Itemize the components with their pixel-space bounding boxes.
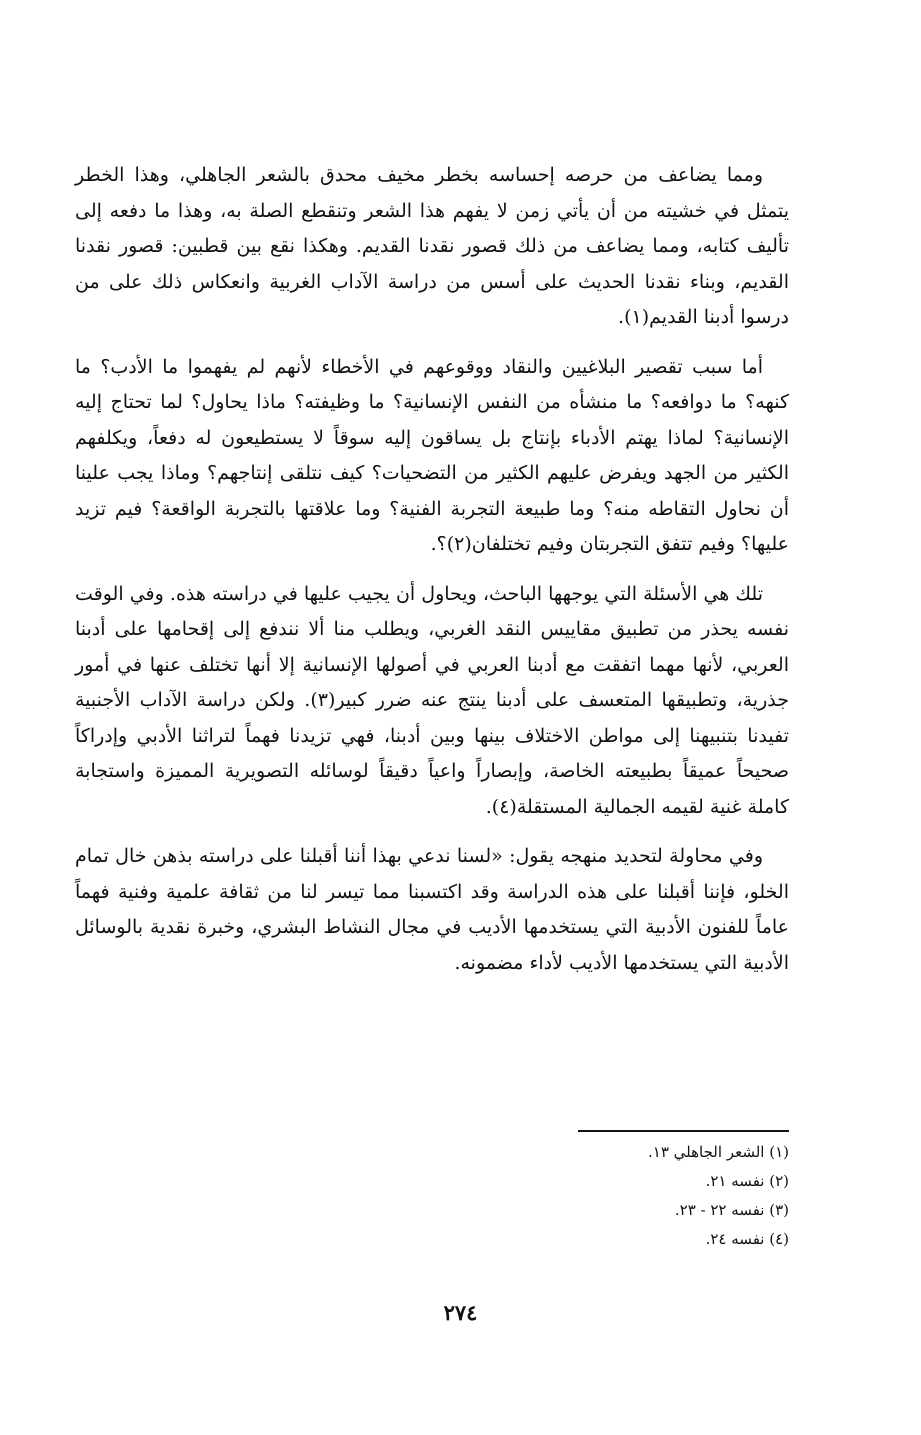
footnote-4: (٤) نفسه ٢٤.	[705, 1230, 789, 1248]
footnote-1: (١) الشعر الجاهلي ١٣.	[648, 1143, 789, 1161]
paragraph-1: ومما يضاعف من حرصه إحساسه بخطر مخيف محدق بالشعر الجاهلي، وهذا الخطر يتمثل في خشيته من أن يأتي زمن لا يفهم هذا الشعر وتنقطع الصلة به، وهذا ما دفعه إلى تأليف كتابه، ومما يضاعف من ذلك قصور نقدنا القديم. وهكذا نقع بين قطبين: قصور نقدنا القديم، وبناء نقدنا الحديث على أسس من دراسة الآداب الغربية وانعكاس ذلك على من درسوا أدبنا القديم(١).	[75, 164, 789, 328]
paragraph-4: وفي محاولة لتحديد منهجه يقول: «لسنا ندعي بهذا أننا أقبلنا على دراسته بذهن خال تمام الخلو، فإننا أقبلنا على هذه الدراسة وقد اكتسبنا مما تيسر لنا من ثقافة علمية وفنية فهماً عاماً للفنون الأدبية التي يستخدمها الأديب في مجال النشاط البشري، وخبرة نقدية بالوسائل الأدبية التي يستخدمها الأديب لأداء مضمونه.	[75, 845, 789, 974]
footnote-3: (٣) نفسه ٢٢ - ٢٣.	[674, 1201, 789, 1219]
paragraph-2: أما سبب تقصير البلاغيين والنقاد ووقوعهم في الأخطاء لأنهم لم يفهموا ما الأدب؟ ما كنهه؟ ما دوافعه؟ ما منشأه من النفس الإنسانية؟ ما وظيفته؟ ماذا يحاول؟ لما تحتاج إليه الإنسانية؟ لماذا يهتم الأدباء بإنتاج بل يساقون إليه سوقاً لا يستطيعون له دفعاً، ويكلفهم الكثير من الجهد ويفرض عليهم الكثير من التضحيات؟ كيف نتلقى إنتاجهم؟ وماذا يجب علينا أن نحاول التقاطه منه؟ وما طبيعة التجربة الفنية؟ وما علاقتها بالتجربة الواقعة؟ فيم تزيد عليها؟ وفيم تتفق التجربتان وفيم تختلفان(٢)؟.	[75, 355, 789, 555]
paragraph-3: تلك هي الأسئلة التي يوجهها الباحث، ويحاول أن يجيب عليها في دراسته هذه. وفي الوقت نفسه يحذر من تطبيق مقاييس النقد الغربي، ويطلب منا ألا نندفع إلى إقحامها على أدبنا العربي، لأنها مهما اتفقت مع أدبنا العربي في أصولها الإنسانية إلا أنها تختلف عنها في أمور جذرية، وتطبيقها المتعسف على أدبنا ينتج عنه ضرر كبير(٣). ولكن دراسة الآداب الأجنبية تفيدنا بتنبيهنا إلى مواطن الاختلاف بينها وبين أدبنا، فهي تزيدنا فهماً لتراثنا الأدبي وإدراكاً صحيحاً عميقاً بطبيعته الخاصة، وإبصاراً واعياً دقيقاً لوسائله التصويرية المميزة واستجابة كاملة غنية لقيمه الجمالية المستقلة(٤).	[75, 582, 789, 818]
footnote-2: (٢) نفسه ٢١.	[705, 1172, 789, 1190]
footnotes	[389, 1138, 789, 1254]
page-number: ٢٧٤	[443, 1300, 478, 1325]
footnote-divider	[578, 1130, 789, 1132]
body-text	[75, 158, 789, 995]
